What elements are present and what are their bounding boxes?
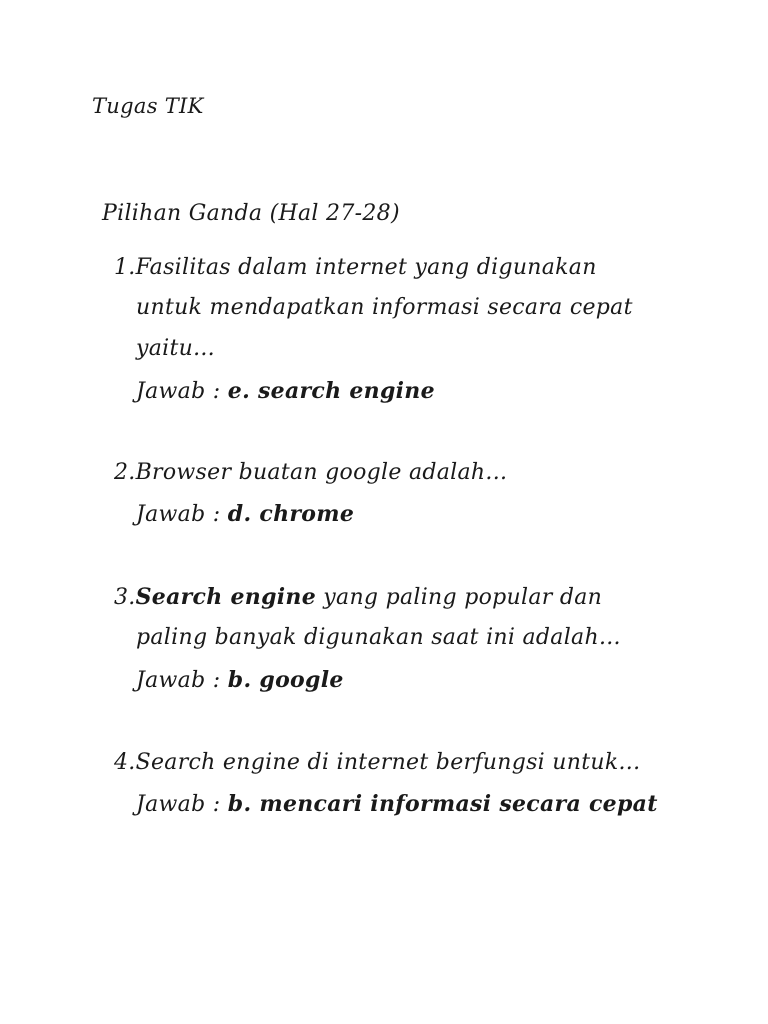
question-2-answer-value: d. chrome bbox=[227, 501, 355, 527]
question-3-line-2: paling banyak digunakan saat ini adalah... bbox=[136, 625, 621, 650]
question-3-emphasis: Search engine bbox=[135, 584, 316, 610]
question-4 bbox=[114, 752, 640, 774]
question-1-line-3: yaitu... bbox=[136, 336, 215, 361]
question-3-number: 3. bbox=[114, 585, 136, 610]
question-2-number: 2. bbox=[114, 460, 136, 485]
question-1-answer-value: e. search engine bbox=[227, 378, 435, 404]
answer-label: Jawab : bbox=[136, 379, 221, 404]
question-1-answer bbox=[136, 380, 435, 403]
question-3-line-1: yang paling popular dan bbox=[316, 585, 603, 610]
question-2-answer bbox=[136, 503, 354, 526]
question-3-answer bbox=[136, 669, 344, 692]
question-3 bbox=[114, 586, 602, 609]
question-4-number: 4. bbox=[114, 750, 136, 775]
answer-label: Jawab : bbox=[136, 502, 221, 527]
question-1-line-2: untuk mendapatkan informasi secara cepat bbox=[136, 295, 633, 320]
question-4-line-1: Search engine di internet berfungsi untuk... bbox=[135, 750, 641, 775]
question-3-answer-value: b. google bbox=[227, 667, 344, 693]
question-1-number: 1. bbox=[114, 255, 136, 280]
document-title: Tugas TIK bbox=[92, 94, 204, 118]
question-1-line-1: Fasilitas dalam internet yang digunakan bbox=[135, 255, 597, 280]
question-4-answer-value: b. mencari informasi secara cepat bbox=[227, 791, 658, 817]
answer-label: Jawab : bbox=[136, 668, 221, 693]
question-2 bbox=[114, 462, 507, 484]
question-1 bbox=[114, 257, 597, 279]
answer-label: Jawab : bbox=[136, 792, 221, 817]
question-4-answer bbox=[136, 793, 658, 816]
question-2-line-1: Browser buatan google adalah... bbox=[135, 460, 508, 485]
section-heading: Pilihan Ganda (Hal 27-28) bbox=[102, 201, 400, 226]
